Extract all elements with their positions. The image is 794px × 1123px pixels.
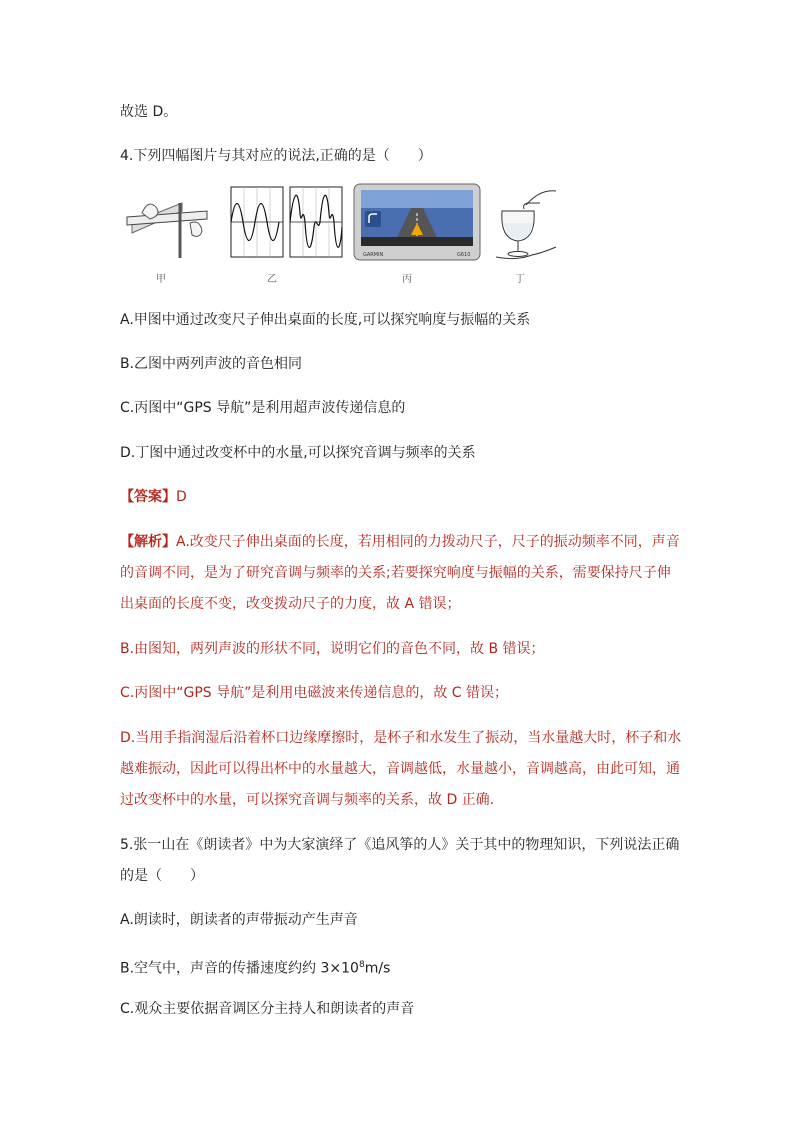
option-c: C.丙图中“GPS 导航”是利用超声波传递信息的 [120, 400, 406, 416]
explanation-line-1 [120, 532, 680, 552]
figure-ding-glass [492, 183, 562, 263]
explanation-label: 【解析】 [120, 534, 176, 550]
q5-option-b-text: B.空气中，声音的传播速度约约 3×10 [120, 960, 359, 977]
option-d: D.丁图中通过改变杯中的水量,可以探究音调与频率的关系 [120, 445, 476, 461]
gps-brand: GARMIN [363, 252, 384, 258]
explanation-line-6: D.当用手指润湿后沿着杯口边缘摩擦时，是杯子和水发生了振动，当水量越大时，杯子和水 [120, 730, 682, 746]
explanation-text-1: A.改变尺子伸出桌面的长度，若用相同的力拨动尺子，尺子的振动频率不同，声音 [176, 534, 680, 550]
option-b: B.乙图中两列声波的音色相同 [120, 356, 303, 372]
explanation-line-2: 的音调不同，是为了研究音调与频率的关系;若要探究响度与振幅的关系，需要保持尺子伸 [120, 565, 671, 581]
gps-model: G610 [457, 252, 471, 258]
option-a: A.甲图中通过改变尺子伸出桌面的长度,可以探究响度与振幅的关系 [120, 312, 531, 328]
answer-line [120, 487, 187, 507]
figure-bing-gps [353, 183, 481, 261]
explanation-line-5: C.丙图中“GPS 导航”是利用电磁波来传递信息的，故 C 错误； [120, 685, 509, 701]
figure-jia-ruler [122, 183, 212, 263]
answer-label: 【答案】 [120, 489, 176, 505]
q5-option-b [120, 955, 390, 979]
explanation-line-4: B.由图知，两列声波的形状不同，说明它们的音色不同，故 B 错误； [120, 641, 545, 657]
waveform-right [290, 187, 342, 257]
caption-yi: 乙 [267, 274, 277, 285]
q5-option-c: C.观众主要依据音调区分主持人和朗读者的声音 [120, 1001, 415, 1017]
answer-value: D [176, 489, 187, 505]
q5-option-b-unit: m/s [364, 960, 391, 977]
caption-bing: 丙 [402, 274, 412, 285]
explanation-line-8: 过改变杯中的水量，可以探究音调与频率的关系，故 D 正确. [120, 792, 495, 808]
q5-option-a: A.朗读时，朗读者的声带振动产生声音 [120, 912, 358, 928]
figure-yi-waveforms [230, 183, 345, 261]
caption-jia: 甲 [156, 274, 166, 285]
question-5-line-1: 5.张一山在《朗读者》中为大家演绎了《追风筝的人》关于其中的物理知识，下列说法正确 [120, 837, 680, 853]
explanation-line-3: 出桌面的长度不变，改变拨动尺子的力度，故 A 错误； [120, 596, 461, 612]
prev-answer-line: 故选 D。 [120, 104, 178, 120]
q5-option-b-exponent: 8 [358, 960, 365, 970]
explanation-line-7: 越难振动，因此可以得出杯中的水量越大，音调越低，水量越小，音调越高，由此可知，通 [120, 761, 680, 777]
question-5-line-2: 的是（ ） [120, 868, 204, 884]
question-4: 4.下列四幅图片与其对应的说法,正确的是（ ） [120, 148, 432, 164]
caption-ding: 丁 [515, 274, 525, 285]
waveform-left [231, 187, 283, 257]
